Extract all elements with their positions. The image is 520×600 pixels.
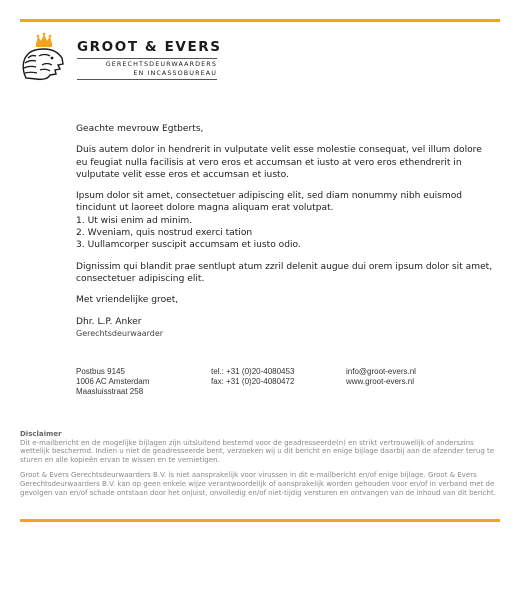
email-link[interactable]: info@groot-evers.nl xyxy=(346,367,416,376)
disclaimer-paragraph-1: Dit e-mailbericht en de mogelijke bijlagen zijn uitsluitend bestemd voor de geadresseerde(n) en strikt vertrouwelijk of anderszins wettelijk beschermd. Indien u niet de geadresseerde bent, verzoeken wij u dit bericht en enige bijlage daarbij aan de afzender terug te sturen en alle kopieën ervan te wissen en te vernietigen. xyxy=(20,438,495,464)
salutation: Geachte mevrouw Egtberts, xyxy=(76,124,204,134)
signer-name: Dhr. L.P. Anker xyxy=(76,316,142,327)
letter-paragraph-1: Duis autem dolor in hendrerit in vulputate velit esse molestie consequat, vel illum dolore eu feugiat nulla facilisis at vero eros et accumsan et iusto at vero eros ethendrerit in vulputate velit esse eros et accumsan et iusto. xyxy=(76,145,482,180)
signer-role: Gerechtsdeurwaarder xyxy=(76,328,164,338)
brand-subtitle xyxy=(77,58,217,80)
disclaimer-title: Disclaimer xyxy=(20,430,62,438)
letter-body xyxy=(76,123,496,349)
disclaimer-paragraph-2: Groot & Evers Gerechtsdeurwaarders B.V. is niet aansprakelijk voor virussen in dit e-mailbericht en/of enige bijlage. Groot & Evers Gerechtsdeurwaarders B.V. kan op geen enkele wijze verantwoordelijk of aansprakelijk worden gehouden voor en/of in verband met de gevolgen van en/of schade ontstaan door het onjuist, onvolledig en/of niet-tijdig versturen en ontvangen van de inhoud van dit bericht. xyxy=(20,471,496,497)
closing: Met vriendelijke groet, xyxy=(76,295,179,306)
paragraph-2-text: Ipsum dolor sit amet, consectetuer adipiscing elit, sed diam nonummy nibh euismod tincidunt ut laoreet dolore magna aliquam erat volutpat. xyxy=(76,191,463,214)
header-accent-rule xyxy=(20,19,500,22)
footer-address xyxy=(76,367,149,397)
phone-number: tel.: +31 (0)20-4080453 xyxy=(211,367,295,376)
list-item: 2. Wveniam, quis nostrud exerci tation xyxy=(76,228,253,239)
disclaimer xyxy=(20,430,498,504)
letter-paragraph-3: Dignissim qui blandit prae sentlupt atum zzril delenit augue dui orem ipsum dolor sit amet, consectetuer adipiscing elit. xyxy=(76,261,493,284)
website-link[interactable]: www.groot-evers.nl xyxy=(346,377,415,386)
brand-name: GROOT & EVERS xyxy=(77,39,222,55)
footer-contact xyxy=(346,367,416,387)
brand-subtitle-line1: GERECHTSDEURWAARDERS xyxy=(105,60,217,68)
address-line: Postbus 9145 xyxy=(76,367,125,376)
address-line: Maasluisstraat 258 xyxy=(76,387,144,396)
list-item: 1. Ut wisi enim ad minim. xyxy=(76,215,193,226)
list-item: 3. Uullamcorper suscipit accumsam et iusto odio. xyxy=(76,240,301,251)
crowned-lion-icon xyxy=(20,32,66,82)
brand-subtitle-line2: EN INCASSOBUREAU xyxy=(133,69,217,77)
footer-accent-rule xyxy=(20,519,500,522)
letter-paragraph-2 xyxy=(76,190,496,251)
address-line: 1006 AC Amsterdam xyxy=(76,377,150,386)
fax-number: fax: +31 (0)20-4080472 xyxy=(211,377,295,386)
footer-phone xyxy=(211,367,294,387)
